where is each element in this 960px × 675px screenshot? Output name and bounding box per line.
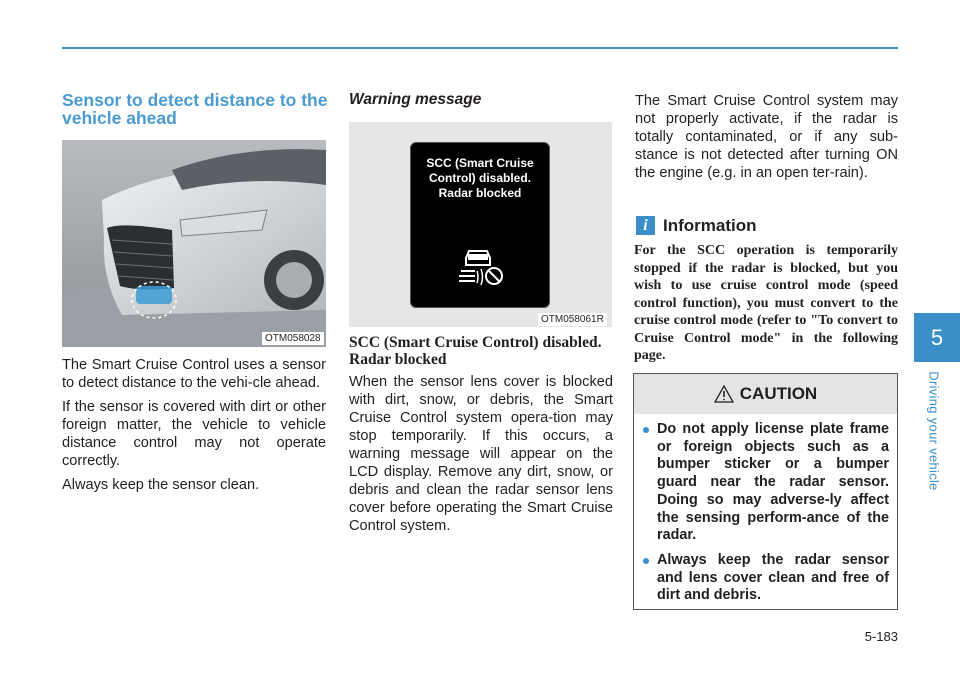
warning-body: When the sensor lens cover is blocked with dirt, snow, or debris, the Smart Cruise Control system opera-tion may stop temporarily. If this occurs, a warning message will appear on the LCD display. Remove any dirt, snow, or debris and clean the radar sensor lens cover before operating the Smart Cruise Control system.	[349, 374, 613, 534]
caution-header	[634, 374, 897, 414]
caution-box	[633, 373, 898, 610]
vehicle-front-illustration	[62, 140, 326, 347]
lcd-message: SCC (Smart Cruise Control) disabled. Radar blocked	[426, 156, 534, 200]
chapter-title: Driving your vehicle	[926, 371, 942, 491]
caution-item-text: Always keep the radar sensor and lens cover clean and free of dirt and debris.	[657, 551, 889, 604]
chapter-title-vertical	[924, 362, 944, 500]
caution-item-text: Do not apply license plate frame or foreign objects such as a bumper sticker or a bumper guard near the radar sensor. Doing so may adverse-ly affect the sensing perform-ance of the radar.	[657, 421, 889, 544]
photo-caption: OTM058028	[262, 332, 324, 345]
warning-continued: The Smart Cruise Control system may not properly activate, if the radar is totally contaminated, or if any sub-stance is not detected after turning ON the engine (e.g. in an open ter-rain).	[635, 93, 898, 181]
page-number: 5-183	[864, 629, 898, 644]
warning-triangle-icon	[714, 385, 734, 403]
bullet-icon	[643, 558, 649, 564]
radar-blocked-icon	[459, 241, 505, 287]
paragraph: If the sensor is covered with dirt or other foreign matter, the vehicle to vehicle distance control may not operate correctly.	[62, 399, 326, 469]
lcd-figure	[349, 122, 612, 327]
caution-title: CAUTION	[739, 384, 818, 403]
info-icon: i	[636, 216, 655, 235]
chapter-tab: 5	[914, 313, 960, 362]
warning-heading: Warning message	[349, 91, 482, 108]
section-heading: Sensor to detect distance to the vehicle ahead	[62, 90, 328, 128]
header-rule	[62, 47, 898, 49]
paragraph: Always keep the sensor clean.	[62, 477, 260, 493]
information-title: Information	[663, 216, 757, 235]
caution-item	[642, 421, 889, 545]
caution-item	[642, 552, 889, 605]
caution-list	[642, 421, 889, 612]
section-body	[62, 356, 326, 500]
information-body: For the SCC operation is temporarily stopped if the radar is blocked, but you wish to use cruise control mode (speed control function), you must convert to the cruise control mode (refer to "To convert to Cruise Control mode" in the following page.	[634, 243, 898, 363]
figure-caption: OTM058061R	[538, 313, 607, 326]
bullet-icon	[643, 427, 649, 433]
sensor-photo	[62, 140, 326, 347]
message-heading: SCC (Smart Cruise Control) disabled. Radar blocked	[349, 334, 602, 368]
paragraph: The Smart Cruise Control uses a sensor to detect distance to the vehi-cle ahead.	[62, 357, 326, 391]
lcd-display	[410, 142, 550, 308]
